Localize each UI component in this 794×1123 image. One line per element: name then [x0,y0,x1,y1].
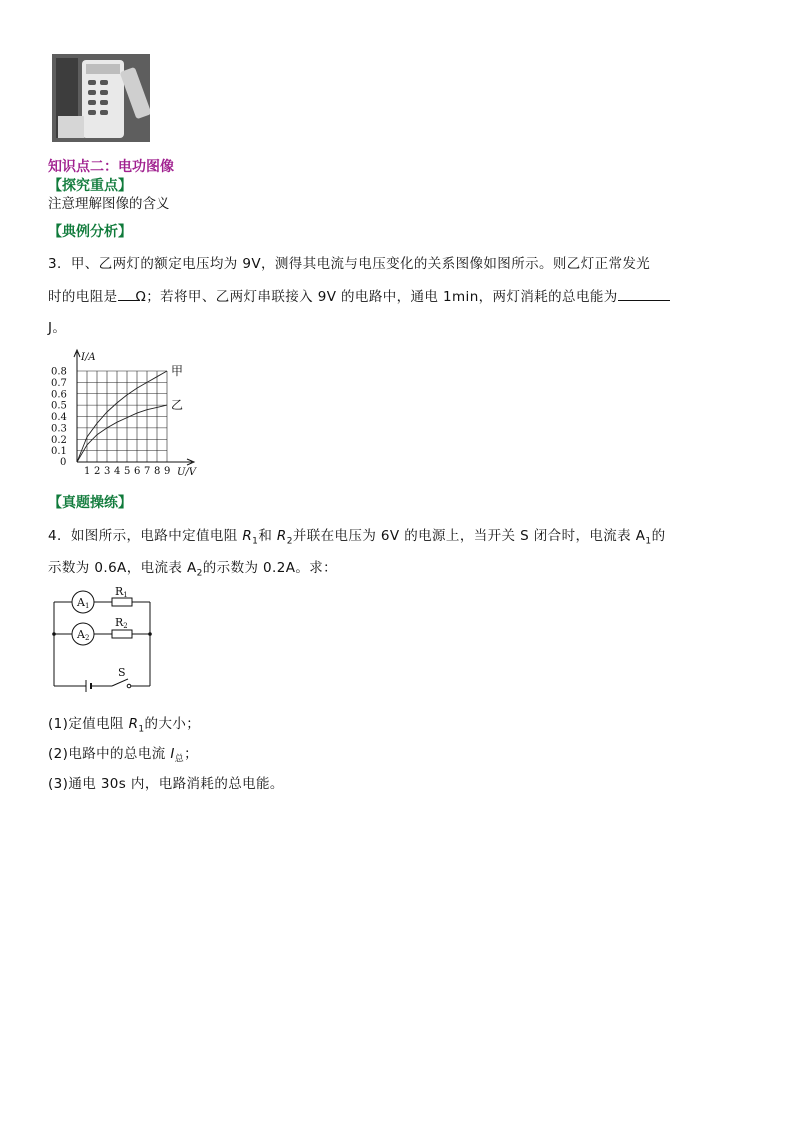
q4-sub2 [48,742,198,765]
q4-line1 [48,524,665,547]
circuit-diagram [48,584,160,694]
q4-line1-d: 的 [651,528,666,544]
resistor1-label: R [115,585,124,598]
q4-line1-c: 并联在电压为 6V 的电源上，当开关 S 闭合时，电流表 A [292,528,646,544]
resistor-r2 [112,630,132,638]
y-tick-label: 0.8 [51,366,67,378]
switch-label: S [118,666,126,679]
sub2-i-symbol: I [170,746,175,762]
answer-blank-energy [618,286,670,301]
q4-line2 [48,556,337,579]
series-line-2 [77,405,167,462]
explore-text: 注意理解图像的含义 [48,196,170,212]
x-axis-label: U/V [177,467,197,478]
resistor2-label: R [115,616,124,629]
a2-subscript: 2 [196,568,203,579]
svg-text:R1 [115,585,128,599]
y-tick-label: 0.6 [51,389,67,401]
x-tick-label: 2 [94,466,101,477]
r1-symbol: R [242,528,253,544]
q4-line1-a: 4．如图所示，电路中定值电阻 [48,528,243,544]
section-title: 知识点二：电功图像 [48,159,174,175]
q4-sub1 [48,712,200,735]
x-tick-label: 9 [164,466,171,477]
q4-sub3: (3)通电 30s 内，电路消耗的总电能。 [48,776,284,792]
x-tick-label: 5 [124,466,131,477]
ammeter2-label: A [77,628,85,641]
practice-header: 【真题操练】 [48,495,132,511]
y-axis-label: I/A [81,352,96,363]
chart-grid [77,371,167,462]
q4-line2-b: 的示数为 0.2A。求： [202,560,338,576]
sub2-i-subscript: 总 [174,754,185,765]
ammeter1-sub: 1 [84,602,90,610]
x-tick-label: 6 [134,466,141,477]
sub1-r-symbol: R [128,716,139,732]
switch-blade [112,679,128,686]
example-header: 【典例分析】 [48,224,132,240]
x-tick-label: 1 [84,466,91,477]
y-tick-label: 0.1 [51,446,67,458]
resistor-r1 [112,598,132,606]
q4-sub1-a: (1)定值电阻 [48,716,129,732]
q3-line2 [48,285,670,305]
x-tick-label: 7 [144,466,151,477]
q4-sub2-a: (2)电路中的总电流 [48,746,171,762]
x-tick-label: 4 [114,466,121,477]
device-photo [52,54,150,142]
q3-line3: J。 [48,320,67,336]
svg-text:R2 [115,616,128,630]
y-tick-label: 0.7 [51,377,67,389]
y-tick-label: 0.2 [51,434,67,446]
iu-chart [40,346,220,480]
series-label-1: 甲 [171,364,184,378]
series-label-2: 乙 [171,398,184,413]
origin-label: 0 [60,457,67,468]
q3-line2-end: Ω；若将甲、乙两灯串联接入 9V 的电路中，通电 1min，两灯消耗的总电能为 [135,289,618,305]
x-tick-label: 8 [154,466,161,477]
ammeter2-sub: 2 [84,634,90,642]
svg-text:A1 [76,596,89,610]
q4-sub2-b: ； [184,746,199,762]
resistor1-sub: 1 [123,591,128,599]
r2-symbol: R [276,528,287,544]
svg-text:A2 [76,628,89,642]
q3-line1: 3．甲、乙两灯的额定电压均为 9V，测得其电流与电压变化的关系图像如图所示。则乙灯正常发光 [48,256,651,272]
r1-subscript: 1 [252,536,259,547]
q4-line2-a: 示数为 0.6A，电流表 A [48,560,197,576]
a1-subscript: 1 [645,536,652,547]
r2-subscript: 2 [286,536,293,547]
sub1-r-subscript: 1 [138,724,145,735]
y-tick-label: 0.3 [51,423,67,435]
explore-header: 【探究重点】 [48,178,132,194]
q4-line1-b: 和 [258,528,277,544]
x-tick-label: 3 [104,466,111,477]
ammeter1-label: A [77,596,85,609]
y-tick-label: 0.5 [51,400,67,412]
answer-blank-resistance [118,286,136,301]
q3-line2-start: 时的电阻是 [48,289,118,305]
q4-sub1-b: 的大小； [144,716,201,732]
resistor2-sub: 2 [123,622,128,630]
y-tick-label: 0.4 [51,412,67,423]
